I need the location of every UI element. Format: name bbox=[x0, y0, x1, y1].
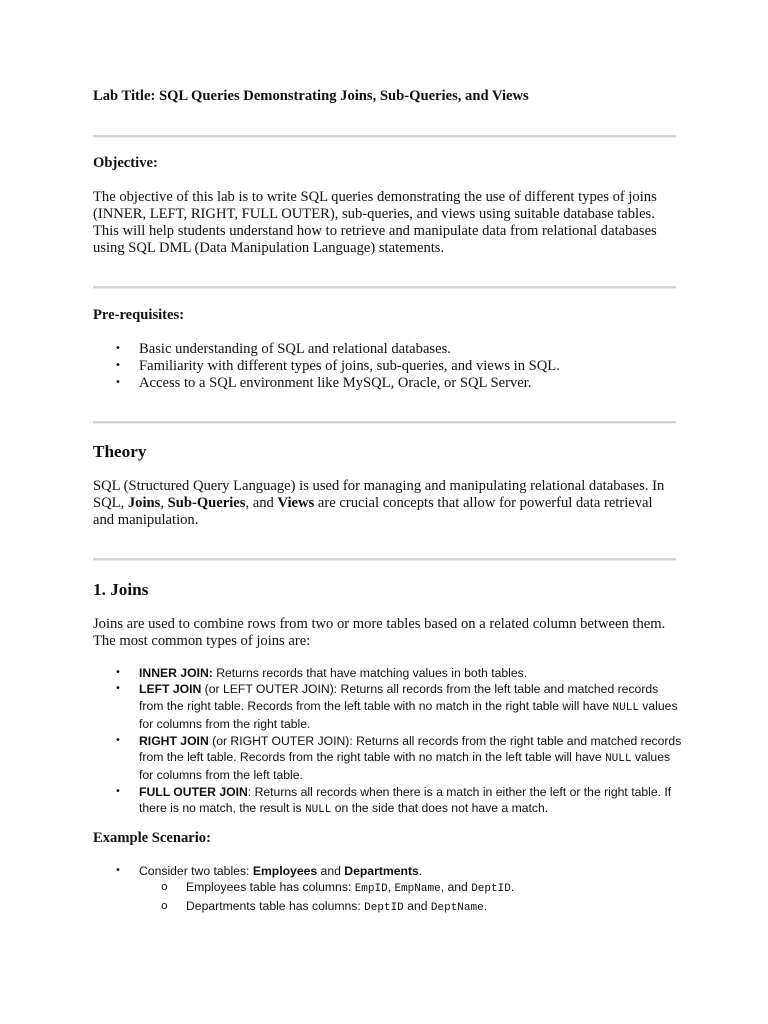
code-null: NULL bbox=[612, 701, 639, 714]
list-item bbox=[93, 358, 560, 375]
column-name: DeptID bbox=[364, 901, 404, 914]
list-item-text: Familiarity with different types of joins, sub-queries, and views in SQL. bbox=[139, 357, 560, 374]
example-text: . bbox=[418, 864, 423, 878]
theory-heading: Theory bbox=[93, 442, 147, 461]
join-name: INNER JOIN: bbox=[139, 666, 213, 680]
sub-bullet-icon: o bbox=[161, 898, 168, 912]
section-divider bbox=[93, 286, 676, 289]
theory-text: SQL (Structured Query Language) is used for managing and manipulating relational databases. In SQL, bbox=[93, 478, 665, 511]
example-list bbox=[93, 863, 683, 916]
example-text: , and bbox=[440, 880, 472, 895]
example-text: Employees table has columns: bbox=[186, 880, 355, 895]
table-name-employees: Employees bbox=[252, 864, 318, 878]
example-text: Departments table has columns: bbox=[186, 898, 365, 913]
column-name: DeptName bbox=[430, 901, 484, 914]
section-divider bbox=[93, 135, 676, 138]
term-joins: Joins bbox=[127, 495, 161, 511]
bullet-icon: • bbox=[115, 734, 121, 746]
sub-list-item bbox=[93, 879, 683, 897]
join-description: values for columns from the right table. bbox=[139, 698, 678, 732]
join-description: Returns records that have matching values in both tables. bbox=[212, 666, 528, 680]
list-item-right-join bbox=[93, 733, 683, 784]
bullet-icon: • bbox=[115, 376, 121, 388]
list-item bbox=[93, 341, 560, 358]
bullet-icon: • bbox=[115, 683, 121, 695]
joins-intro: Joins are used to combine rows from two or more tables based on a related column between them. The most common types of joins are: bbox=[93, 616, 666, 649]
sub-bullet-icon: o bbox=[161, 880, 168, 894]
example-heading: Example Scenario: bbox=[93, 830, 211, 846]
term-subqueries: Sub-Queries bbox=[167, 495, 246, 511]
theory-text: , and bbox=[245, 495, 278, 511]
section-divider bbox=[93, 558, 676, 561]
code-null: NULL bbox=[605, 753, 632, 766]
column-name: EmpName bbox=[394, 883, 441, 896]
example-text: . bbox=[483, 898, 488, 913]
join-name: LEFT JOIN bbox=[139, 682, 202, 697]
prerequisites-list bbox=[93, 341, 560, 391]
list-item-text: Basic understanding of SQL and relational databases. bbox=[139, 341, 451, 357]
example-text: , bbox=[387, 880, 395, 895]
objective-body: The objective of this lab is to write SQL queries demonstrating the use of different types of joins (INNER, LEFT, RIGHT, FULL OUTER), sub-queries, and views using suitable database tables. This will help students understand how to retrieve and manipulate data from relational databases using SQL DML (Data Manipulation Language) statements. bbox=[93, 189, 657, 256]
term-views: Views bbox=[277, 495, 315, 511]
section-divider bbox=[93, 421, 676, 424]
example-text: and bbox=[317, 864, 345, 878]
list-item-inner-join bbox=[93, 665, 683, 681]
bullet-icon: • bbox=[115, 359, 121, 371]
bullet-icon: • bbox=[115, 343, 121, 354]
code-null: NULL bbox=[304, 804, 332, 817]
join-description: (or RIGHT OUTER JOIN): Returns all records from the right table and matched records from the left table. Records from the right table with no match in the left table will have bbox=[139, 733, 682, 765]
bullet-icon: • bbox=[115, 785, 121, 797]
example-text: and bbox=[403, 898, 431, 913]
column-name: EmpID bbox=[354, 883, 388, 896]
column-name: DeptID bbox=[471, 883, 511, 896]
join-types-list bbox=[93, 665, 683, 819]
join-description: on the side that does not have a match. bbox=[331, 801, 549, 816]
list-item-left-join bbox=[93, 681, 683, 732]
join-description: (or LEFT OUTER JOIN): Returns all records from the left table and matched records from the right table. Records from the left table with no match in the right table will have bbox=[139, 682, 659, 713]
theory-text: are crucial concepts that allow for powerful data retrieval and manipulation. bbox=[93, 495, 653, 528]
join-description: : Returns all records when there is a match in either the left or the right table. If there is no match, the result is bbox=[139, 784, 672, 816]
join-name: RIGHT JOIN bbox=[139, 733, 209, 748]
list-item-text: Access to a SQL environment like MySQL, Oracle, or SQL Server. bbox=[139, 374, 532, 391]
list-item-full-outer-join bbox=[93, 784, 683, 819]
sub-list-item bbox=[93, 898, 683, 916]
join-name: FULL OUTER JOIN bbox=[139, 784, 248, 799]
example-text: Consider two tables: bbox=[139, 864, 253, 878]
list-item bbox=[93, 375, 560, 392]
list-item bbox=[93, 863, 683, 879]
theory-text: , bbox=[160, 495, 168, 511]
bullet-icon: • bbox=[115, 667, 121, 678]
objective-heading: Objective: bbox=[93, 155, 158, 171]
lab-title: Lab Title: SQL Queries Demonstrating Joins, Sub-Queries, and Views bbox=[93, 88, 529, 104]
joins-heading: 1. Joins bbox=[93, 580, 149, 599]
bullet-icon: • bbox=[115, 865, 121, 876]
theory-body bbox=[93, 478, 676, 529]
example-text: . bbox=[510, 880, 515, 895]
join-description: values for columns from the left table. bbox=[139, 750, 671, 783]
prerequisites-heading: Pre-requisites: bbox=[93, 307, 185, 323]
table-name-departments: Departments bbox=[344, 864, 419, 878]
